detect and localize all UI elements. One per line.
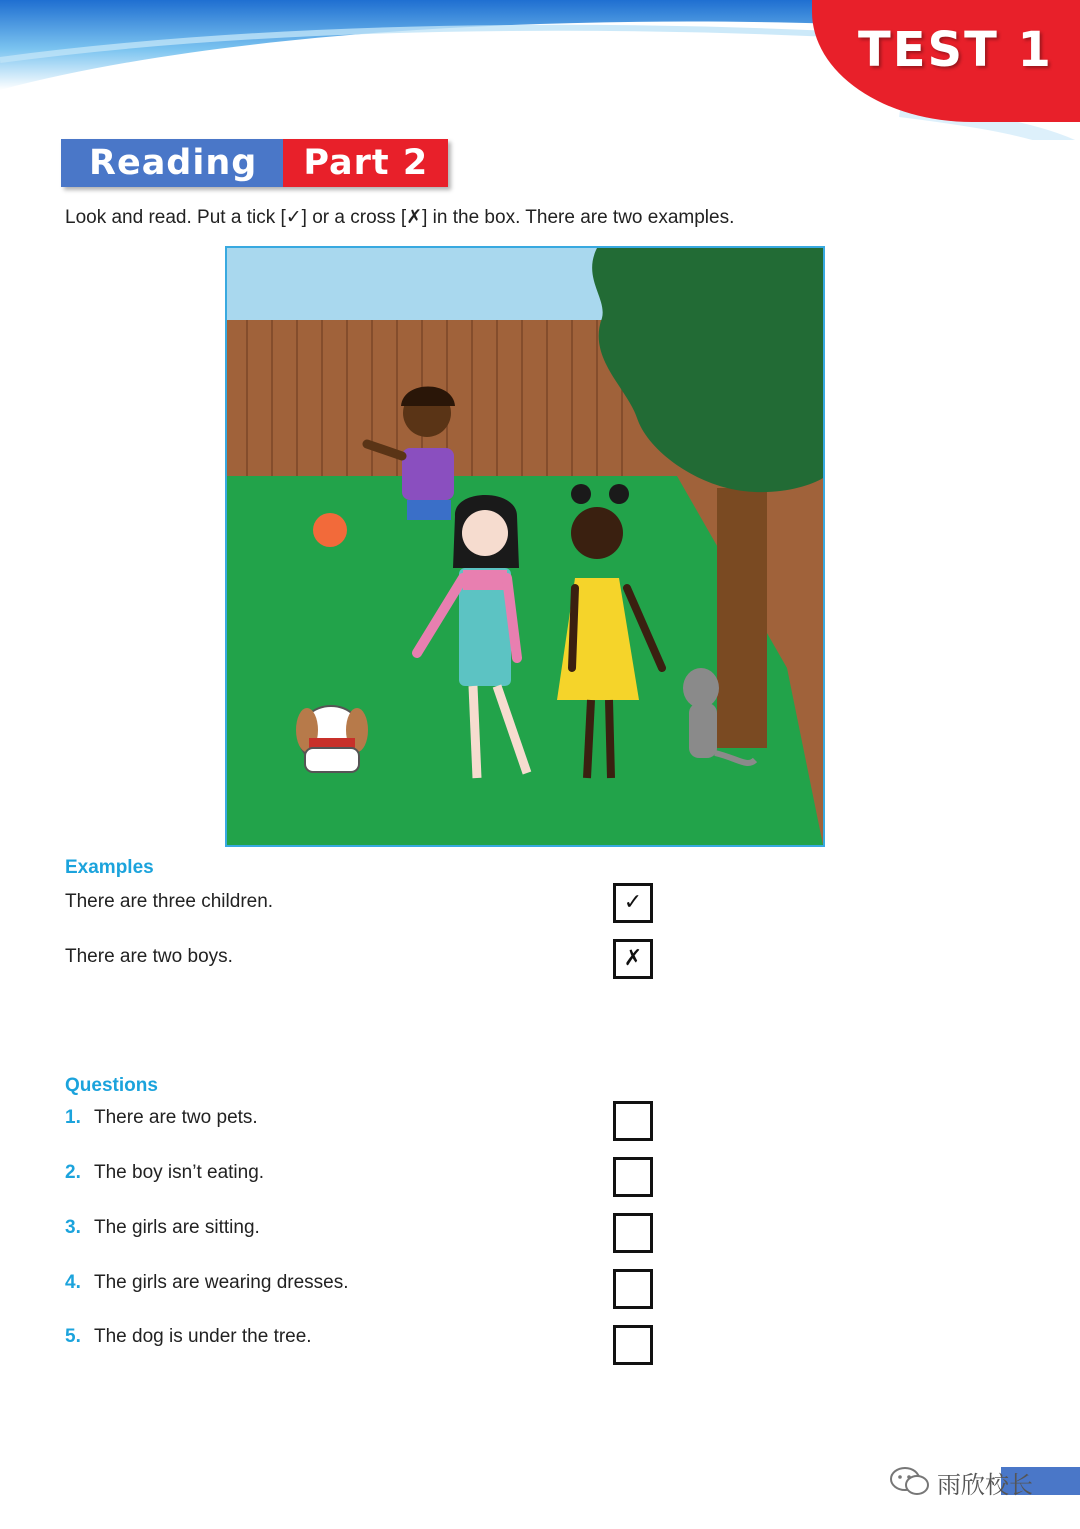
garden-scene-svg	[227, 248, 823, 845]
question-2-text: The boy isn’t eating.	[94, 1162, 265, 1183]
question-5-box[interactable]	[613, 1325, 653, 1365]
banner-part: Part 2	[283, 139, 448, 187]
example-1-text: There are three children.	[65, 891, 274, 912]
question-4	[65, 1272, 349, 1294]
dog	[296, 706, 368, 772]
garden-illustration	[225, 246, 825, 847]
watermark-text: 雨欣校长	[937, 1471, 1033, 1499]
watermark	[885, 1463, 1080, 1499]
question-2-box[interactable]	[613, 1157, 653, 1197]
question-4-number: 4.	[65, 1272, 81, 1293]
example-2-box: ✗	[613, 939, 653, 979]
question-1-box[interactable]	[613, 1101, 653, 1141]
instruction-text: Look and read. Put a tick [✓] or a cross [✗] in the box. There are two examples.	[65, 207, 735, 228]
example-1-box: ✓	[613, 883, 653, 923]
example-2-text: There are two boys.	[65, 946, 233, 967]
question-5-number: 5.	[65, 1326, 81, 1347]
question-1-text: There are two pets.	[94, 1107, 258, 1128]
question-5-text: The dog is under the tree.	[94, 1326, 312, 1347]
test-badge-label: TEST 1	[858, 22, 1053, 78]
question-1-number: 1.	[65, 1107, 81, 1128]
questions-heading: Questions	[65, 1075, 158, 1096]
question-3-number: 3.	[65, 1217, 81, 1238]
question-2	[65, 1162, 264, 1184]
question-3-box[interactable]	[613, 1213, 653, 1253]
examples-heading: Examples	[65, 857, 154, 878]
question-2-number: 2.	[65, 1162, 81, 1183]
question-5	[65, 1326, 312, 1348]
question-4-box[interactable]	[613, 1269, 653, 1309]
section-banner	[61, 139, 448, 187]
wechat-icon	[889, 1465, 931, 1497]
ball	[313, 513, 347, 547]
question-3-text: The girls are sitting.	[94, 1217, 260, 1238]
tree-trunk	[717, 488, 767, 748]
question-1	[65, 1107, 258, 1129]
question-3	[65, 1217, 260, 1239]
banner-reading: Reading	[61, 139, 283, 187]
question-4-text: The girls are wearing dresses.	[94, 1272, 349, 1293]
